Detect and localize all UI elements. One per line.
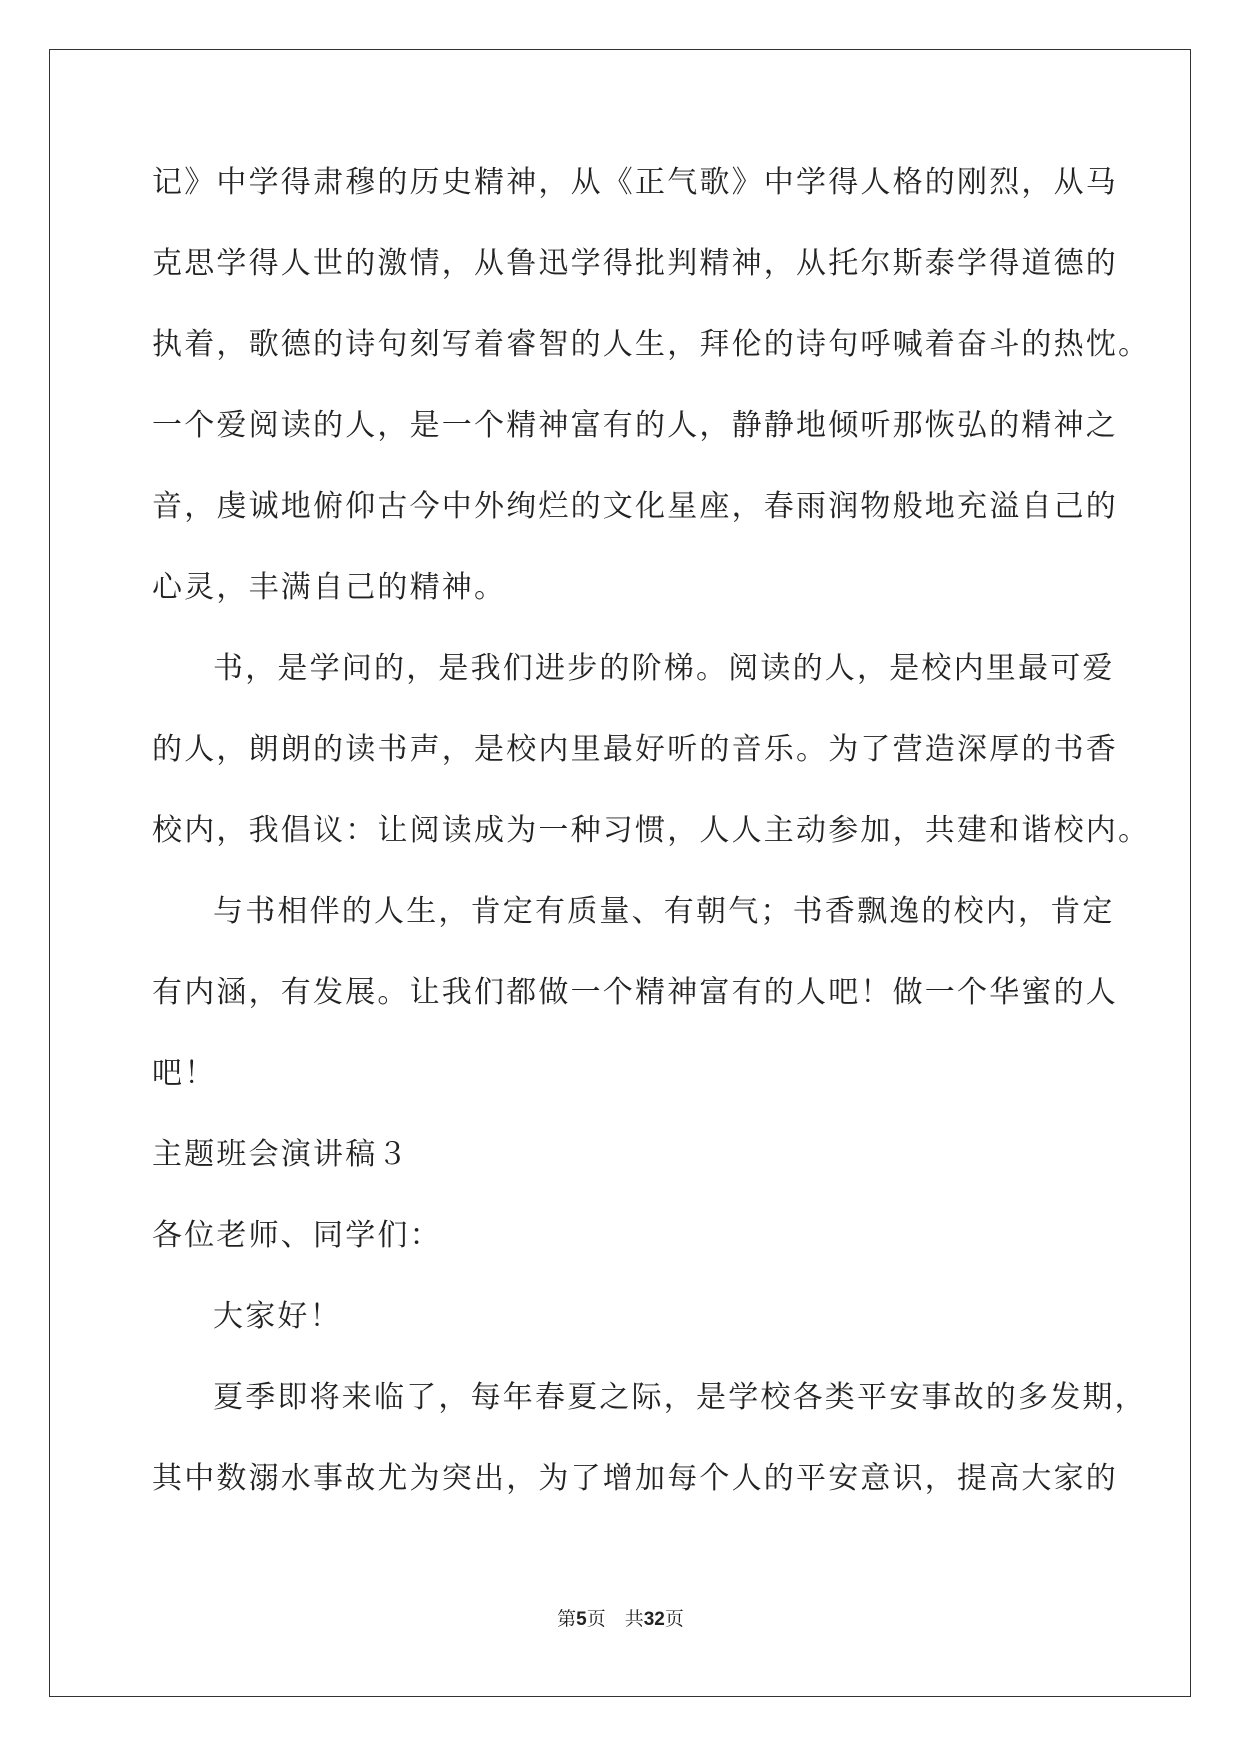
- paragraph-start-line: 与书相伴的人生，肯定有质量、有朝气；书香飘逸的校内，肯定: [213, 894, 1115, 929]
- paragraph-start-line: 书，是学问的，是我们进步的阶梯。阅读的人，是校内里最可爱: [213, 651, 1115, 686]
- text-line: 有内涵，有发展。让我们都做一个精神富有的人吧！做一个华蜜的人: [152, 975, 1118, 1010]
- text-line: 心灵，丰满自己的精神。: [152, 570, 507, 605]
- text-line: 校内，我倡议：让阅读成为一种习惯，人人主动参加，共建和谐校内。: [152, 813, 1151, 848]
- section-heading: 主题班会演讲稿３: [152, 1137, 410, 1172]
- text-line: 一个爱阅读的人，是一个精神富有的人，静静地倾听那恢弘的精神之: [152, 408, 1118, 443]
- page-footer: [0, 1604, 1241, 1631]
- footer-middle: 页 共: [586, 1608, 644, 1630]
- paragraph-start-line: 夏季即将来临了，每年春夏之际，是学校各类平安事故的多发期，: [213, 1380, 1147, 1415]
- document-body: [152, 163, 1151, 1540]
- greeting: 大家好！: [213, 1299, 342, 1334]
- text-line: 其中数溺水事故尤为突出，为了增加每个人的平安意识，提高大家的: [152, 1461, 1118, 1496]
- text-line: 的人，朗朗的读书声，是校内里最好听的音乐。为了营造深厚的书香: [152, 732, 1118, 767]
- text-line: 音，虔诚地俯仰古今中外绚烂的文化星座，春雨润物般地充溢自己的: [152, 489, 1118, 524]
- text-line: 吧！: [152, 1056, 217, 1091]
- total-page-count: 32: [643, 1609, 665, 1630]
- footer-suffix: 页: [664, 1608, 684, 1630]
- text-line: 记》中学得肃穆的历史精神，从《正气歌》中学得人格的刚烈，从马: [152, 165, 1118, 200]
- current-page-number: 5: [576, 1609, 587, 1630]
- salutation: 各位老师、同学们：: [152, 1218, 442, 1253]
- text-line: 克思学得人世的激情，从鲁迅学得批判精神，从托尔斯泰学得道德的: [152, 246, 1118, 281]
- text-line: 执着，歌德的诗句刻写着睿智的人生，拜伦的诗句呼喊着奋斗的热忱。: [152, 327, 1151, 362]
- footer-prefix: 第: [557, 1608, 577, 1630]
